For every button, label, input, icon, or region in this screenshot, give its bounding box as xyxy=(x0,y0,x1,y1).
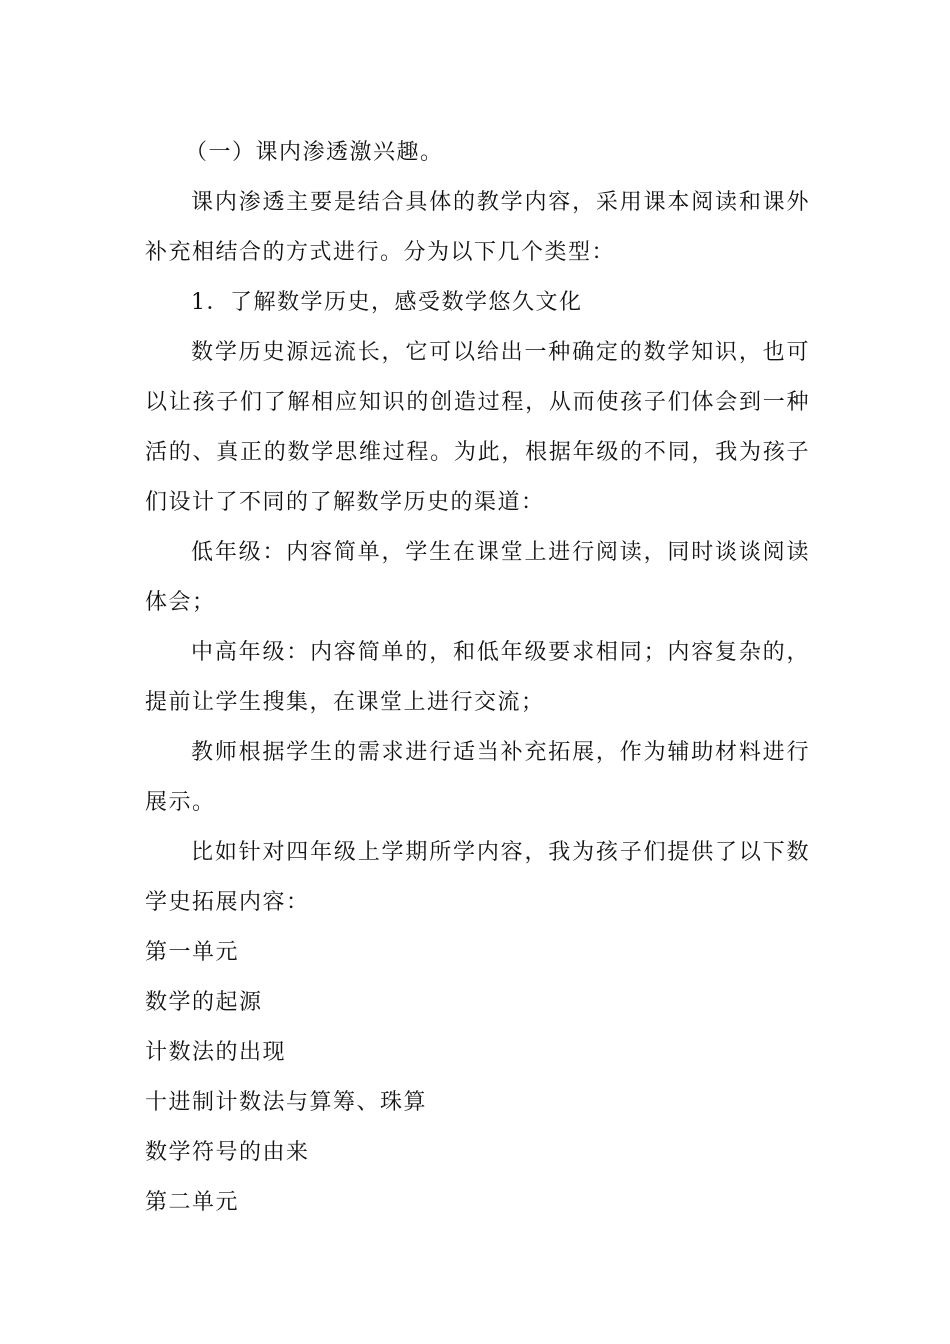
list-item: 数学符号的由来 xyxy=(145,1140,310,1165)
list-item: 第一单元 xyxy=(145,940,240,965)
list-item: 数学的起源 xyxy=(145,990,263,1015)
paragraph-example: 比如针对四年级上学期所学内容，我为孩子们提供了以下数学史拓展内容： xyxy=(145,840,810,915)
document-body xyxy=(145,128,810,1228)
paragraph-history: 数学历史源远流长，它可以给出一种确定的数学知识，也可以让孩子们了解相应知识的创造过程，从而使孩子们体会到一种活的、真正的数学思维过程。为此，根据年级的不同，我为孩子们设计了不同的了解数学历史的渠道： xyxy=(145,340,810,515)
paragraph-teacher: 教师根据学生的需求进行适当补充拓展，作为辅助材料进行展示。 xyxy=(145,740,810,815)
list-item: 十进制计数法与算筹、珠算 xyxy=(145,1090,428,1115)
intro-paragraph: 课内渗透主要是结合具体的教学内容，采用课本阅读和课外补充相结合的方式进行。分为以下几个类型： xyxy=(145,190,810,265)
list-item: 计数法的出现 xyxy=(145,1040,287,1065)
paragraph-mid-high-grade: 中高年级：内容简单的，和低年级要求相同；内容复杂的，提前让学生搜集，在课堂上进行交流； xyxy=(145,640,810,715)
paragraph-low-grade: 低年级：内容简单，学生在课堂上进行阅读，同时谈谈阅读体会； xyxy=(145,540,810,615)
subheading-history: 1．了解数学历史，感受数学悠久文化 xyxy=(191,290,583,315)
section-heading: （一）课内渗透激兴趣。 xyxy=(185,140,444,165)
list-item: 第二单元 xyxy=(145,1190,240,1215)
